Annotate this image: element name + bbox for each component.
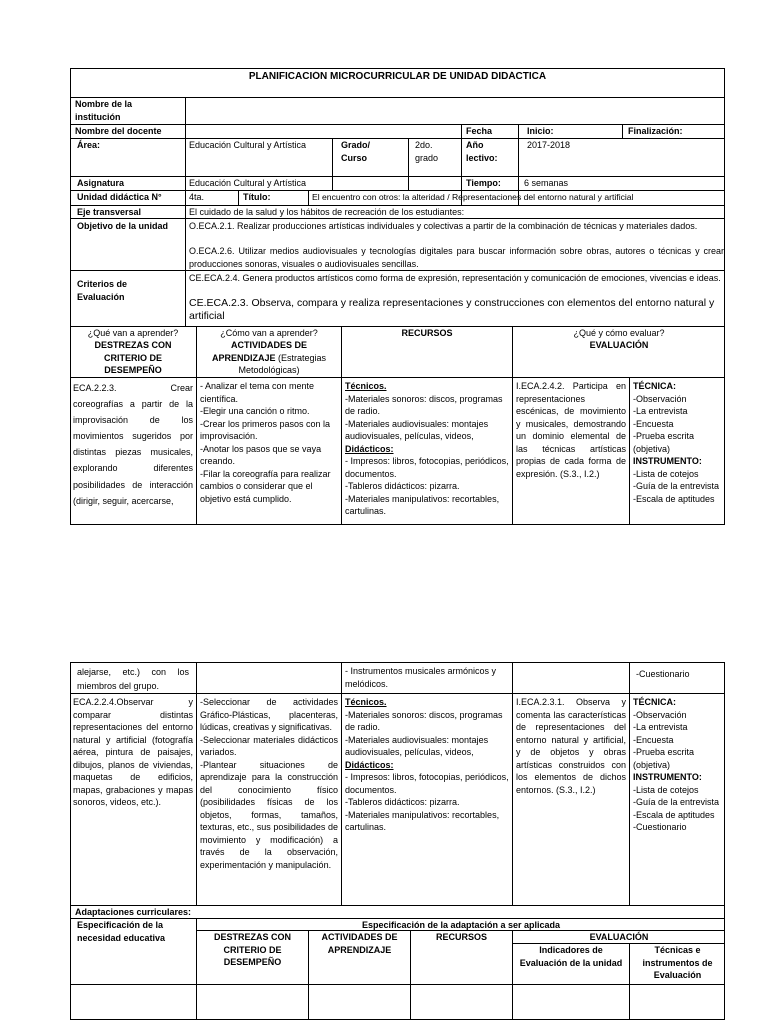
unit-value: 4ta. — [189, 192, 205, 202]
adapt-techniques-header: Técnicas e instrumentos de Evaluación — [642, 945, 713, 980]
col4-header: EVALUACIÓN — [589, 340, 649, 350]
area-label: Área: — [77, 140, 101, 150]
instrument-label: INSTRUMENTO: — [633, 772, 702, 782]
need-label: Especificación de la necesidad educativa — [77, 920, 166, 943]
col1-question: ¿Qué van a aprender? — [87, 328, 179, 338]
title-label: Título: — [243, 192, 271, 202]
indicator-2: I.ECA.2.3.1. Observa y comenta las características de representaciones del entorno natural y artificial, y de objetos y obras artísticas construidos con los elementos de dichos entornos. (S.3., I.2.) — [516, 697, 626, 795]
skill-1: ECA.2.2.3. Crear coreografías a partir de la improvisación de los movimientos sugeridos por distintas piezas musicales, explorando diferentes posibilidades de interacción (dirigir, seguir, acercarse, — [73, 383, 193, 506]
resources-continued: - Instrumentos musicales armónicos y melódicos. — [345, 666, 497, 689]
resources-2 — [345, 696, 510, 834]
criteria-1: CE.ECA.2.4. Genera productos artísticos como forma de expresión, representación y comunicación de emociones, vivencias e ideas. — [189, 273, 721, 283]
resources-tech-list: -Materiales sonoros: discos, programas de radio. -Materiales audiovisuales: montajes audiovisuales, películas, videos, — [345, 709, 503, 757]
school-year-value: 2017-2018 — [527, 140, 571, 150]
teacher-label: Nombre del docente — [75, 126, 162, 136]
adapt-activities-header: ACTIVIDADES DE APRENDIZAJE — [321, 932, 398, 955]
objective-1: O.ECA.2.1. Realizar producciones artísticas individuales y colectivas a partir de la combinación de técnicas y materiales dados. — [189, 221, 698, 231]
axis-label: Eje transversal — [77, 207, 142, 217]
col2-question: ¿Cómo van a aprender? — [220, 328, 318, 338]
date-label: Fecha — [466, 126, 493, 136]
axis-value: El cuidado de la salud y los hábitos de recreación de los estudiantes: — [189, 207, 465, 217]
grade-label: Grado/ Curso — [341, 140, 371, 163]
col2-header-main: ACTIVIDADES DE APRENDIZAJE — [211, 340, 307, 363]
col2-header-sub: (Estrategias Metodológicas) — [238, 352, 327, 375]
title-value: El encuentro con otros: la alteridad / Representaciones del entorno natural y artificial — [312, 192, 634, 202]
time-value: 6 semanas — [524, 178, 569, 188]
adapt-indicators-header: Indicadores de Evaluación de la unidad — [519, 945, 623, 968]
unit-label: Unidad didáctica N° — [77, 192, 162, 202]
end-label: Finalización: — [628, 126, 683, 136]
technique-1 — [633, 380, 725, 505]
technique-label: TÉCNICA: — [633, 697, 676, 707]
skill-2: ECA.2.2.4.Observar y comparar distintas representaciones del entorno natural y artificial (fotografía aérea, pintura de paisajes, dibujos, planos de viviendas, maquetas de edificios, mapas, grabaciones y mapas sonoros, videos, etc.). — [73, 697, 193, 807]
adapt-evaluation-header: EVALUACIÓN — [589, 932, 649, 942]
instrument-label: INSTRUMENTO: — [633, 456, 702, 466]
instrument-list: -Lista de cotejos -Guía de la entrevista -Escala de aptitudes — [633, 468, 720, 504]
institution-label: Nombre de la institución — [75, 99, 133, 122]
resources-did-label: Didácticos: — [345, 759, 394, 770]
resources-did-label: Didácticos: — [345, 443, 394, 454]
skill-1-continued: alejarse, etc.) con los miembros del grupo. — [77, 667, 189, 691]
resources-tech-list: -Materiales sonoros: discos, programas de radio. -Materiales audiovisuales: montajes audiovisuales, películas, videos, — [345, 393, 503, 441]
technique-list: -Observación -La entrevista -Encuesta -Prueba escrita (objetiva) — [633, 709, 695, 770]
spec-label: Especificación de la adaptación a ser aplicada — [361, 920, 561, 930]
activities-1: - Analizar el tema con mente científica. -Elegir una canción o ritmo. -Crear los primeros pasos con la improvisación. -Anotar los pasos que se vaya creando. -Filar la coreografía para realizar cambios o considerar que el objetivo está cumplido. — [200, 381, 331, 504]
resources-did-list: - Impresos: libros, fotocopias, periódicos, documentos. -Tableros didácticos: pizarra. -Materiales manipulativos: recortables, cartulinas. — [345, 456, 509, 516]
col2-header — [197, 339, 341, 377]
resources-tech-label: Técnicos. — [345, 697, 387, 707]
objective-label: Objetivo de la unidad — [77, 221, 169, 231]
criteria-label: Criterios de Evaluación — [77, 279, 128, 302]
resources-tech-label: Técnicos. — [345, 381, 387, 391]
subject-label: Asignatura — [77, 178, 125, 188]
school-year-label: Año lectivo: — [466, 140, 498, 163]
technique-2 — [633, 696, 725, 834]
resources-did-list: - Impresos: libros, fotocopias, periódicos, documentos. -Tableros didácticos: pizarra. -Materiales manipulativos: recortables, cartulinas. — [345, 772, 509, 832]
indicator-1: I.ECA.2.4.2. Participa en representaciones escénicas, de movimiento y musicales, demostrando un dominio elemental de las técnicas artísticas propias de cada forma de expresión. (S.3., I.2.) — [516, 381, 626, 479]
col4-question: ¿Qué y cómo evaluar? — [573, 328, 665, 338]
adapt-skill-header: DESTREZAS CON CRITERIO DE DESEMPEÑO — [213, 932, 291, 967]
subject-value: Educación Cultural y Artística — [189, 178, 307, 188]
objective-2: O.ECA.2.6. Utilizar medios audiovisuales y tecnologías digitales para buscar información sobre obras, autores o técnicas y crear producciones sonoras, visuales o audiovisuales sencillas. — [189, 246, 724, 269]
technique-label: TÉCNICA: — [633, 381, 676, 391]
adapt-resources-header: RECURSOS — [435, 932, 487, 942]
col1-header: DESTREZAS CON CRITERIO DE DESEMPEÑO — [94, 340, 172, 375]
start-label: Inicio: — [527, 126, 554, 136]
technique-list: -Observación -La entrevista -Encuesta -Prueba escrita (objetiva) — [633, 393, 695, 454]
area-value: Educación Cultural y Artística — [189, 140, 307, 150]
grade-value: 2do. grado — [415, 140, 439, 163]
adaptations-label: Adaptaciones curriculares: — [75, 907, 192, 917]
time-label: Tiempo: — [466, 178, 501, 188]
instrument-list: -Lista de cotejos -Guía de la entrevista -Escala de aptitudes -Cuestionario — [633, 784, 720, 832]
resources-1 — [345, 380, 510, 518]
col3-header: RECURSOS — [401, 328, 453, 338]
evaluation-continued: -Cuestionario — [636, 669, 690, 679]
criteria-2: CE.ECA.2.3. Observa, compara y realiza representaciones y construcciones con elementos del entorno natural y artificial — [189, 297, 715, 322]
activities-2: -Seleccionar de actividades Gráfico-Plásticas, placenteras, lúdicas, creativas y significativas. -Seleccionar materiales didácticos variados. -Plantear situaciones de aprendizaje para la construcción del conocimiento físico (posibilidades físicas de los objetos, formas, tamaños, texturas, etc., sus posibilidades de movimiento y modificación) a través de la observación, experimentación y manipulación. — [200, 697, 338, 870]
page-title: PLANIFICACIÓN MICROCURRICULAR DE UNIDAD DIDÁCTICA — [248, 71, 547, 82]
